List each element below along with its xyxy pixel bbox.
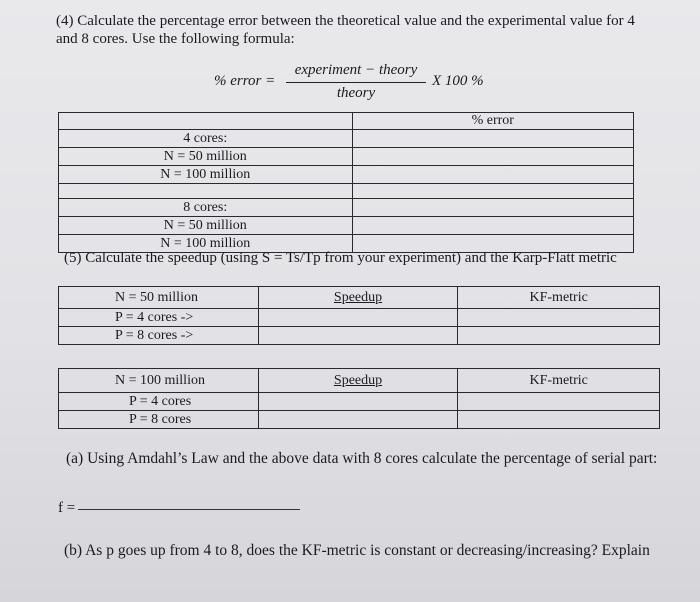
t2-p4-label: P = 4 cores: [59, 393, 259, 411]
cell-4-cores-error[interactable]: [352, 130, 634, 148]
row-4-cores: 4 cores:: [59, 130, 353, 148]
speedup-table-50m: [58, 286, 660, 345]
cell-4-cores-100m-error[interactable]: [352, 166, 634, 184]
t1-p4-speedup-cell[interactable]: [258, 309, 458, 327]
t2-p8-speedup-cell[interactable]: [258, 411, 458, 429]
speedup-table-100m: [58, 368, 660, 429]
cell-8-cores-error[interactable]: [352, 199, 634, 217]
row-4-cores-50m: N = 50 million: [59, 148, 353, 166]
t2-kf-header: KF-metric: [458, 369, 660, 393]
row-8-cores-100m: N = 100 million: [59, 235, 353, 253]
percent-error-header: % error: [352, 113, 634, 130]
qb-prompt: (b) As p goes up from 4 to 8, does the KF-metric is constant or decreasing/increasing? Explain: [64, 542, 650, 559]
row-8-cores: 8 cores:: [59, 199, 353, 217]
formula-numerator: experiment − theory: [286, 62, 426, 83]
cell-8-cores-50m-error[interactable]: [352, 217, 634, 235]
row-spacer: [59, 184, 353, 199]
f-label: f =: [58, 500, 76, 516]
t2-p4-speedup-cell[interactable]: [258, 393, 458, 411]
t1-p8-label: P = 8 cores ->: [59, 327, 259, 345]
t2-p8-kf-cell[interactable]: [458, 411, 660, 429]
t1-p4-label: P = 4 cores ->: [59, 309, 259, 327]
t2-speedup-header: Speedup: [258, 369, 458, 393]
formula-denominator: theory: [336, 85, 376, 101]
qa-prompt: (a) Using Amdahl’s Law and the above data with 8 cores calculate the percentage of serial part:: [66, 450, 658, 467]
t1-p8-kf-cell[interactable]: [458, 327, 660, 345]
t1-speedup-header: Speedup: [258, 287, 458, 309]
t1-p8-speedup-cell[interactable]: [258, 327, 458, 345]
t1-n-label: N = 50 million: [59, 287, 259, 309]
t2-n-label: N = 100 million: [59, 369, 259, 393]
formula-lhs: % error =: [214, 73, 276, 89]
q4-prompt-line1: (4) Calculate the percentage error between the theoretical value and the experimental value for 4: [56, 13, 635, 29]
t2-p8-label: P = 8 cores: [59, 411, 259, 429]
t1-p4-kf-cell[interactable]: [458, 309, 660, 327]
percent-error-table-corner: [59, 113, 353, 130]
formula-fraction: [286, 62, 426, 102]
t1-kf-header: KF-metric: [458, 287, 660, 309]
f-answer-line[interactable]: [78, 509, 300, 510]
cell-4-cores-50m-error[interactable]: [352, 148, 634, 166]
q5-prompt: (5) Calculate the speedup (using S = Ts/Tp from your experiment) and the Karp-Flatt metric: [64, 250, 617, 266]
q4-prompt-line2: and 8 cores. Use the following formula:: [56, 31, 295, 47]
row-8-cores-50m: N = 50 million: [59, 217, 353, 235]
t2-p4-kf-cell[interactable]: [458, 393, 660, 411]
percent-error-table: [58, 112, 634, 253]
row-4-cores-100m: N = 100 million: [59, 166, 353, 184]
formula-rhs: X 100 %: [432, 73, 484, 89]
cell-spacer-error[interactable]: [352, 184, 634, 199]
